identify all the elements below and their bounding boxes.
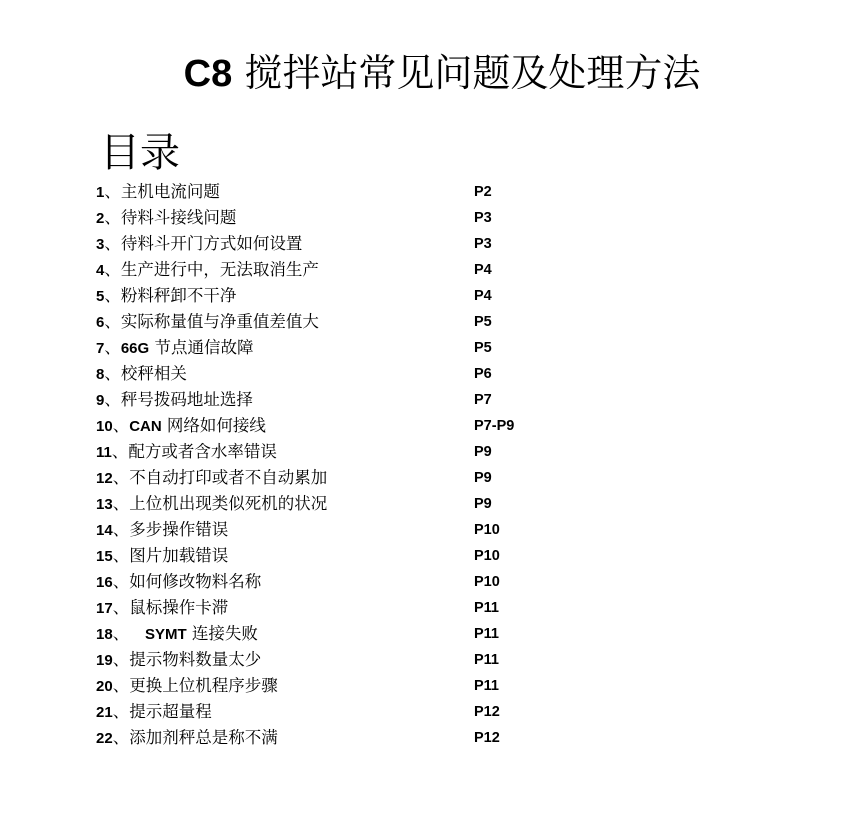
toc-entry-page: P7-P9: [474, 418, 515, 434]
toc-entry-number: 10: [96, 418, 113, 435]
toc-entry-page: P2: [474, 184, 492, 200]
toc-entry-number: 18: [96, 626, 113, 643]
toc-entry-separator: 、: [112, 494, 130, 513]
toc-entry-number: 13: [96, 496, 113, 513]
toc-entry-title: [96, 283, 236, 310]
toc-entry-separator: 、: [112, 520, 130, 539]
toc-entry-text: 节点通信故障: [149, 338, 254, 357]
toc-entry-page: P9: [474, 496, 492, 512]
toc-entry-text: 配方或者含水率错误: [128, 442, 277, 461]
toc-entry[interactable]: [96, 309, 596, 335]
toc-entry-number: 3: [96, 236, 105, 253]
toc-entry-separator: 、: [112, 546, 130, 565]
document-title: [0, 47, 848, 100]
toc-entry-title: [96, 543, 228, 570]
toc-entry-page: P12: [474, 730, 500, 746]
toc-entry-number: 17: [96, 600, 113, 617]
toc-entry-title: [96, 491, 327, 518]
toc-entry-page: P5: [474, 314, 492, 330]
toc-entry-title: [96, 335, 253, 362]
toc-entry-text: 待料斗接线问题: [120, 208, 237, 227]
toc-entry-title: [96, 309, 319, 336]
toc-entry[interactable]: [96, 413, 596, 439]
toc-entry-separator: 、: [112, 598, 130, 617]
toc-entry-title: [96, 595, 228, 622]
toc-entry-title: [96, 621, 258, 648]
toc-entry[interactable]: [96, 205, 596, 231]
toc-entry-text: 不自动打印或者不自动累加: [129, 468, 328, 487]
toc-entry[interactable]: [96, 699, 596, 725]
toc-entry[interactable]: [96, 673, 596, 699]
toc-entry[interactable]: [96, 543, 596, 569]
toc-entry-text: 待料斗开门方式如何设置: [120, 234, 303, 253]
toc-entry-number: 4: [96, 262, 105, 279]
toc-entry-text: 鼠标操作卡滞: [129, 598, 229, 617]
toc-entry-separator: 、: [112, 416, 130, 435]
toc-entry-title: [96, 257, 319, 284]
toc-entry-title: [96, 465, 327, 492]
toc-entry-text: 多步操作错误: [129, 520, 229, 539]
toc-entry-title: [96, 517, 228, 544]
toc-entry-page: P3: [474, 236, 492, 252]
toc-entry-latin-term: SYMT: [144, 626, 187, 643]
toc-entry-separator: 、: [111, 442, 129, 461]
toc-entry-title: [96, 179, 220, 206]
toc-entry-text: 生产进行中，无法取消生产: [120, 260, 319, 279]
toc-entry-number: 22: [96, 730, 113, 747]
toc-entry-number: 9: [96, 392, 105, 409]
toc-entry-text: 上位机出现类似死机的状况: [129, 494, 328, 513]
toc-entry[interactable]: [96, 517, 596, 543]
toc-entry-page: P11: [474, 652, 499, 668]
toc-entry-separator: 、: [112, 572, 130, 591]
toc-entry-separator: 、: [112, 702, 130, 721]
toc-entry-separator: 、: [104, 234, 121, 253]
toc-entry-separator: 、: [104, 208, 121, 227]
toc-entry-page: P9: [474, 470, 492, 486]
toc-entry-separator: 、: [112, 468, 130, 487]
toc-entry[interactable]: [96, 361, 596, 387]
toc-entry-number: 20: [96, 678, 113, 695]
toc-entry-text: 更换上位机程序步骤: [129, 676, 278, 695]
toc-entry[interactable]: [96, 595, 596, 621]
toc-entry-page: P4: [474, 262, 492, 278]
toc-entry-number: 12: [96, 470, 113, 487]
toc-entry-number: 15: [96, 548, 113, 565]
toc-entry-title: [96, 673, 278, 700]
toc-entry-separator: 、: [104, 286, 121, 305]
toc-entry-text: 提示物料数量太少: [129, 650, 262, 669]
toc-entry[interactable]: [96, 491, 596, 517]
toc-entry-latin-term: CAN: [129, 418, 162, 435]
toc-entry-page: P10: [474, 548, 500, 564]
toc-entry[interactable]: [96, 621, 596, 647]
toc-entry-title: [96, 439, 277, 466]
toc-entry-page: P11: [474, 626, 499, 642]
toc-entry-text: 粉料秤卸不干净: [120, 286, 237, 305]
toc-entry-text: 网络如何接线: [161, 416, 266, 435]
toc-entry-separator: 、: [112, 728, 130, 747]
toc-entry-text: 秤号拨码地址选择: [120, 390, 253, 409]
toc-entry-page: P4: [474, 288, 492, 304]
toc-entry-separator: 、: [112, 624, 130, 643]
toc-entry-number: 19: [96, 652, 113, 669]
toc-entry-separator: 、: [104, 338, 121, 357]
document-title-text: 搅拌站常见问题及处理方法: [232, 51, 701, 96]
toc-entry-page: P12: [474, 704, 500, 720]
toc-entry-text: 如何修改物料名称: [129, 572, 262, 591]
toc-entry-title: [96, 413, 266, 440]
toc-entry[interactable]: [96, 179, 596, 205]
toc-entry[interactable]: [96, 647, 596, 673]
toc-entry-page: P6: [474, 366, 492, 382]
toc-entry-separator: 、: [112, 676, 130, 695]
toc-entry-number: 14: [96, 522, 113, 539]
toc-entry-separator: 、: [112, 650, 130, 669]
toc-entry-title: [96, 699, 212, 726]
toc-entry-text: 实际称量值与净重值差值大: [120, 312, 319, 331]
toc-entry-number: 7: [96, 340, 105, 357]
toc-entry-separator: 、: [104, 390, 121, 409]
toc-entry-number: 16: [96, 574, 113, 591]
toc-entry-separator: 、: [104, 312, 121, 331]
toc-entry-number: 11: [96, 444, 112, 461]
toc-entry-number: 1: [96, 184, 105, 201]
toc-entry-title: [96, 569, 261, 596]
toc-entry-number: 21: [96, 704, 113, 721]
toc-entry-title: [96, 361, 187, 388]
toc-entry[interactable]: [96, 335, 596, 361]
toc-entry-latin-term: 66G: [120, 340, 150, 357]
toc-heading: 目录: [100, 130, 180, 176]
toc-entry-indent: [129, 624, 145, 643]
toc-entry[interactable]: [96, 569, 596, 595]
toc-entry[interactable]: [96, 231, 596, 257]
toc-entry-page: P9: [474, 444, 492, 460]
toc-entry-separator: 、: [104, 182, 121, 201]
toc-entry-page: P3: [474, 210, 492, 226]
toc-entry-text: 连接失败: [186, 624, 258, 643]
toc-entry-page: P10: [474, 522, 500, 538]
toc-entry[interactable]: [96, 387, 596, 413]
toc-entry-text: 图片加载错误: [129, 546, 229, 565]
toc-entry-number: 8: [96, 366, 105, 383]
toc-entry-page: P11: [474, 600, 499, 616]
toc-entry-text: 添加剂秤总是称不满: [129, 728, 278, 747]
toc-entry[interactable]: [96, 283, 596, 309]
document-title-model: C8: [183, 53, 233, 96]
toc-entry-page: P10: [474, 574, 500, 590]
toc-entry-title: [96, 205, 236, 232]
toc-entry-page: P7: [474, 392, 492, 408]
toc-entry[interactable]: [96, 725, 596, 751]
toc-entry-page: P5: [474, 340, 492, 356]
toc-entry[interactable]: [96, 439, 596, 465]
toc-entry-number: 2: [96, 210, 105, 227]
toc-entry-title: [96, 231, 302, 258]
toc-entry-text: 提示超量程: [129, 702, 212, 721]
toc-entry-text: 校秤相关: [120, 364, 187, 383]
toc-entry-number: 6: [96, 314, 105, 331]
toc-entry-title: [96, 387, 253, 414]
toc-entry-title: [96, 725, 278, 752]
toc-entry-number: 5: [96, 288, 105, 305]
toc-entry-separator: 、: [104, 260, 121, 279]
toc-entry-page: P11: [474, 678, 499, 694]
toc-entry[interactable]: [96, 465, 596, 491]
toc-entry-text: 主机电流问题: [120, 182, 220, 201]
toc-entry-title: [96, 647, 261, 674]
toc-entry[interactable]: [96, 257, 596, 283]
toc-list: [96, 179, 596, 751]
toc-entry-separator: 、: [104, 364, 121, 383]
